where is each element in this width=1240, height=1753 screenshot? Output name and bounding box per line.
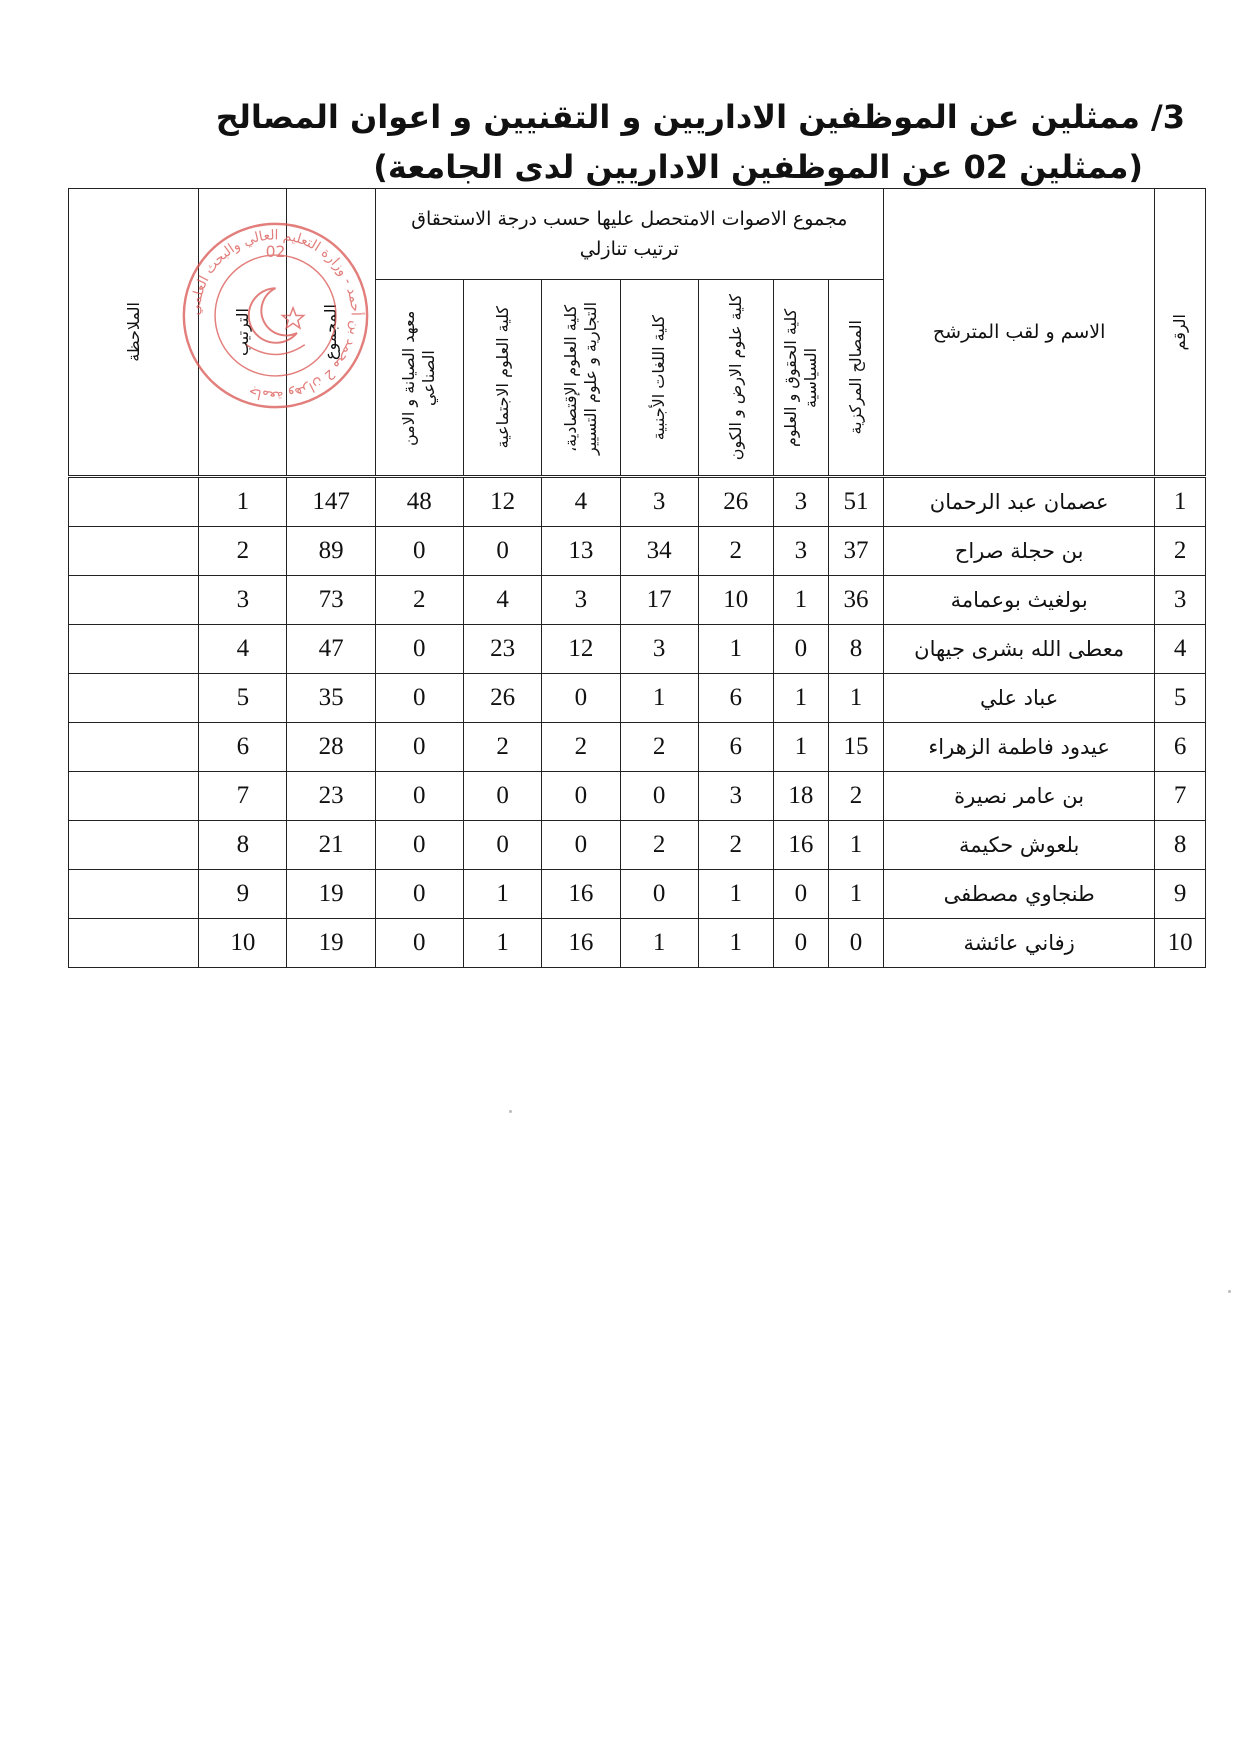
cell-total: 89 — [287, 527, 375, 576]
cell-votes: 1 — [463, 870, 541, 919]
cell-votes: 1 — [620, 919, 698, 968]
cell-votes: 8 — [828, 625, 883, 674]
cell-total: 147 — [287, 477, 375, 527]
cell-number: 3 — [1155, 576, 1206, 625]
cell-candidate-name: بن عامر نصيرة — [884, 772, 1155, 821]
header-notes — [69, 189, 199, 477]
cell-votes: 3 — [773, 527, 828, 576]
scan-speck — [1228, 1290, 1231, 1293]
header-total — [287, 189, 375, 477]
cell-total: 47 — [287, 625, 375, 674]
header-name: الاسم و لقب المترشح — [884, 189, 1155, 477]
cell-votes: 0 — [620, 772, 698, 821]
cell-votes: 0 — [542, 772, 620, 821]
cell-votes: 1 — [828, 674, 883, 723]
cell-number: 4 — [1155, 625, 1206, 674]
cell-votes: 16 — [773, 821, 828, 870]
cell-rank: 4 — [199, 625, 287, 674]
cell-votes: 6 — [698, 723, 773, 772]
faculty-label: كلية العلوم الإقتصادية، التجارية و علوم التسيير — [560, 301, 600, 455]
cell-votes: 2 — [620, 821, 698, 870]
cell-votes: 3 — [620, 625, 698, 674]
cell-note — [69, 674, 199, 723]
cell-candidate-name: زفاني عائشة — [884, 919, 1155, 968]
title-line-1: 3/ ممثلين عن الموظفين الاداريين و التقنيين و اعوان المصالح — [215, 98, 1185, 136]
cell-total: 19 — [287, 870, 375, 919]
cell-votes: 12 — [463, 477, 541, 527]
cell-votes: 0 — [375, 723, 463, 772]
faculty-label: كلية العلوم الاجتماعية — [492, 306, 512, 449]
cell-number: 1 — [1155, 477, 1206, 527]
cell-votes: 0 — [542, 674, 620, 723]
cell-number: 5 — [1155, 674, 1206, 723]
header-notes-label: الملاحظة — [123, 302, 143, 362]
header-number-label: الرقم — [1170, 313, 1190, 351]
header-faculty — [620, 280, 698, 477]
cell-votes: 2 — [698, 527, 773, 576]
cell-votes: 17 — [620, 576, 698, 625]
cell-rank: 2 — [199, 527, 287, 576]
cell-note — [69, 821, 199, 870]
cell-votes: 6 — [698, 674, 773, 723]
cell-votes: 0 — [375, 772, 463, 821]
cell-note — [69, 576, 199, 625]
cell-votes: 1 — [773, 674, 828, 723]
cell-note — [69, 527, 199, 576]
cell-votes: 18 — [773, 772, 828, 821]
cell-votes: 0 — [375, 674, 463, 723]
faculty-label: المصالح المركزية — [845, 320, 865, 435]
cell-votes: 1 — [698, 870, 773, 919]
table-body — [69, 477, 1206, 968]
cell-votes: 0 — [828, 919, 883, 968]
cell-votes: 36 — [828, 576, 883, 625]
header-faculty — [463, 280, 541, 477]
cell-votes: 0 — [773, 919, 828, 968]
cell-votes: 15 — [828, 723, 883, 772]
cell-candidate-name: معطى الله بشرى جيهان — [884, 625, 1155, 674]
cell-total: 23 — [287, 772, 375, 821]
cell-votes: 51 — [828, 477, 883, 527]
header-rank — [199, 189, 287, 477]
cell-votes: 1 — [828, 821, 883, 870]
table-row — [69, 527, 1206, 576]
cell-total: 28 — [287, 723, 375, 772]
faculty-label: معهد الصيانة و الامن الصناعي — [399, 309, 439, 446]
cell-votes: 4 — [463, 576, 541, 625]
cell-rank: 1 — [199, 477, 287, 527]
header-faculty — [773, 280, 828, 477]
cell-votes: 2 — [828, 772, 883, 821]
stamp-number: 02 — [265, 243, 286, 261]
cell-votes: 0 — [375, 625, 463, 674]
cell-number: 8 — [1155, 821, 1206, 870]
stamp-ring-text: جامعة وهران 2 محمد بن أحمد - وزارة التعليم العالي والبحث العلمي — [187, 227, 364, 404]
cell-candidate-name: عصمان عبد الرحمان — [884, 477, 1155, 527]
cell-note — [69, 919, 199, 968]
cell-rank: 3 — [199, 576, 287, 625]
cell-votes: 0 — [375, 527, 463, 576]
header-faculty — [828, 280, 883, 477]
cell-votes: 0 — [463, 821, 541, 870]
cell-votes: 0 — [620, 870, 698, 919]
cell-note — [69, 625, 199, 674]
cell-votes: 0 — [773, 870, 828, 919]
cell-note — [69, 477, 199, 527]
cell-votes: 3 — [620, 477, 698, 527]
cell-rank: 7 — [199, 772, 287, 821]
table-row — [69, 772, 1206, 821]
cell-number: 10 — [1155, 919, 1206, 968]
cell-candidate-name: عيدود فاطمة الزهراء — [884, 723, 1155, 772]
cell-votes: 2 — [698, 821, 773, 870]
header-votes-group: مجموع الاصوات الامتحصل عليها حسب درجة الاستحقاق ترتيب تنازلي — [375, 189, 883, 280]
cell-rank: 8 — [199, 821, 287, 870]
header-faculty — [698, 280, 773, 477]
faculty-label: كلية علوم الارض و الكون — [725, 294, 745, 461]
cell-note — [69, 723, 199, 772]
cell-votes: 2 — [542, 723, 620, 772]
scan-speck — [509, 1110, 512, 1113]
cell-rank: 5 — [199, 674, 287, 723]
cell-votes: 0 — [375, 919, 463, 968]
cell-candidate-name: بلعوش حكيمة — [884, 821, 1155, 870]
cell-note — [69, 772, 199, 821]
cell-candidate-name: بن حجلة صراح — [884, 527, 1155, 576]
page-title — [85, 92, 1185, 192]
cell-votes: 10 — [698, 576, 773, 625]
cell-votes: 3 — [773, 477, 828, 527]
cell-number: 2 — [1155, 527, 1206, 576]
cell-votes: 0 — [463, 772, 541, 821]
cell-total: 35 — [287, 674, 375, 723]
title-line-2: (ممثلين 02 عن الموظفين الاداريين لدى الجامعة) — [373, 148, 1143, 186]
cell-total: 21 — [287, 821, 375, 870]
cell-votes: 3 — [698, 772, 773, 821]
cell-votes: 0 — [542, 821, 620, 870]
cell-votes: 12 — [542, 625, 620, 674]
cell-votes: 0 — [773, 625, 828, 674]
cell-votes: 1 — [620, 674, 698, 723]
results-table — [68, 188, 1206, 968]
cell-rank: 9 — [199, 870, 287, 919]
faculty-label: كلية اللغات الأجنبية — [649, 314, 669, 441]
cell-votes: 37 — [828, 527, 883, 576]
table-row — [69, 919, 1206, 968]
table-header — [69, 189, 1206, 477]
cell-votes: 1 — [828, 870, 883, 919]
cell-votes: 1 — [698, 625, 773, 674]
header-total-label: المجموع — [321, 304, 341, 360]
cell-rank: 10 — [199, 919, 287, 968]
table-row — [69, 477, 1206, 527]
table-row — [69, 723, 1206, 772]
cell-votes: 48 — [375, 477, 463, 527]
cell-candidate-name: عباد علي — [884, 674, 1155, 723]
cell-votes: 26 — [698, 477, 773, 527]
cell-total: 73 — [287, 576, 375, 625]
cell-note — [69, 870, 199, 919]
cell-votes: 1 — [773, 576, 828, 625]
header-rank-label: الترتيب — [232, 308, 252, 356]
table-row — [69, 576, 1206, 625]
cell-votes: 26 — [463, 674, 541, 723]
cell-total: 19 — [287, 919, 375, 968]
cell-votes: 1 — [698, 919, 773, 968]
table-row — [69, 821, 1206, 870]
header-faculty — [375, 280, 463, 477]
header-faculty — [542, 280, 620, 477]
cell-votes: 2 — [375, 576, 463, 625]
cell-votes: 0 — [375, 821, 463, 870]
header-number — [1155, 189, 1206, 477]
cell-votes: 13 — [542, 527, 620, 576]
cell-number: 7 — [1155, 772, 1206, 821]
cell-rank: 6 — [199, 723, 287, 772]
cell-votes: 1 — [773, 723, 828, 772]
cell-candidate-name: طنجاوي مصطفى — [884, 870, 1155, 919]
cell-votes: 2 — [620, 723, 698, 772]
cell-number: 6 — [1155, 723, 1206, 772]
cell-votes: 0 — [463, 527, 541, 576]
table-row — [69, 625, 1206, 674]
cell-number: 9 — [1155, 870, 1206, 919]
cell-votes: 3 — [542, 576, 620, 625]
table-row — [69, 870, 1206, 919]
table-row — [69, 674, 1206, 723]
cell-votes: 4 — [542, 477, 620, 527]
cell-votes: 16 — [542, 870, 620, 919]
faculty-label: كلية الحقوق و العلوم السياسية — [780, 308, 820, 447]
cell-votes: 0 — [375, 870, 463, 919]
cell-votes: 1 — [463, 919, 541, 968]
cell-votes: 16 — [542, 919, 620, 968]
cell-votes: 23 — [463, 625, 541, 674]
cell-candidate-name: بولغيث بوعمامة — [884, 576, 1155, 625]
cell-votes: 34 — [620, 527, 698, 576]
cell-votes: 2 — [463, 723, 541, 772]
